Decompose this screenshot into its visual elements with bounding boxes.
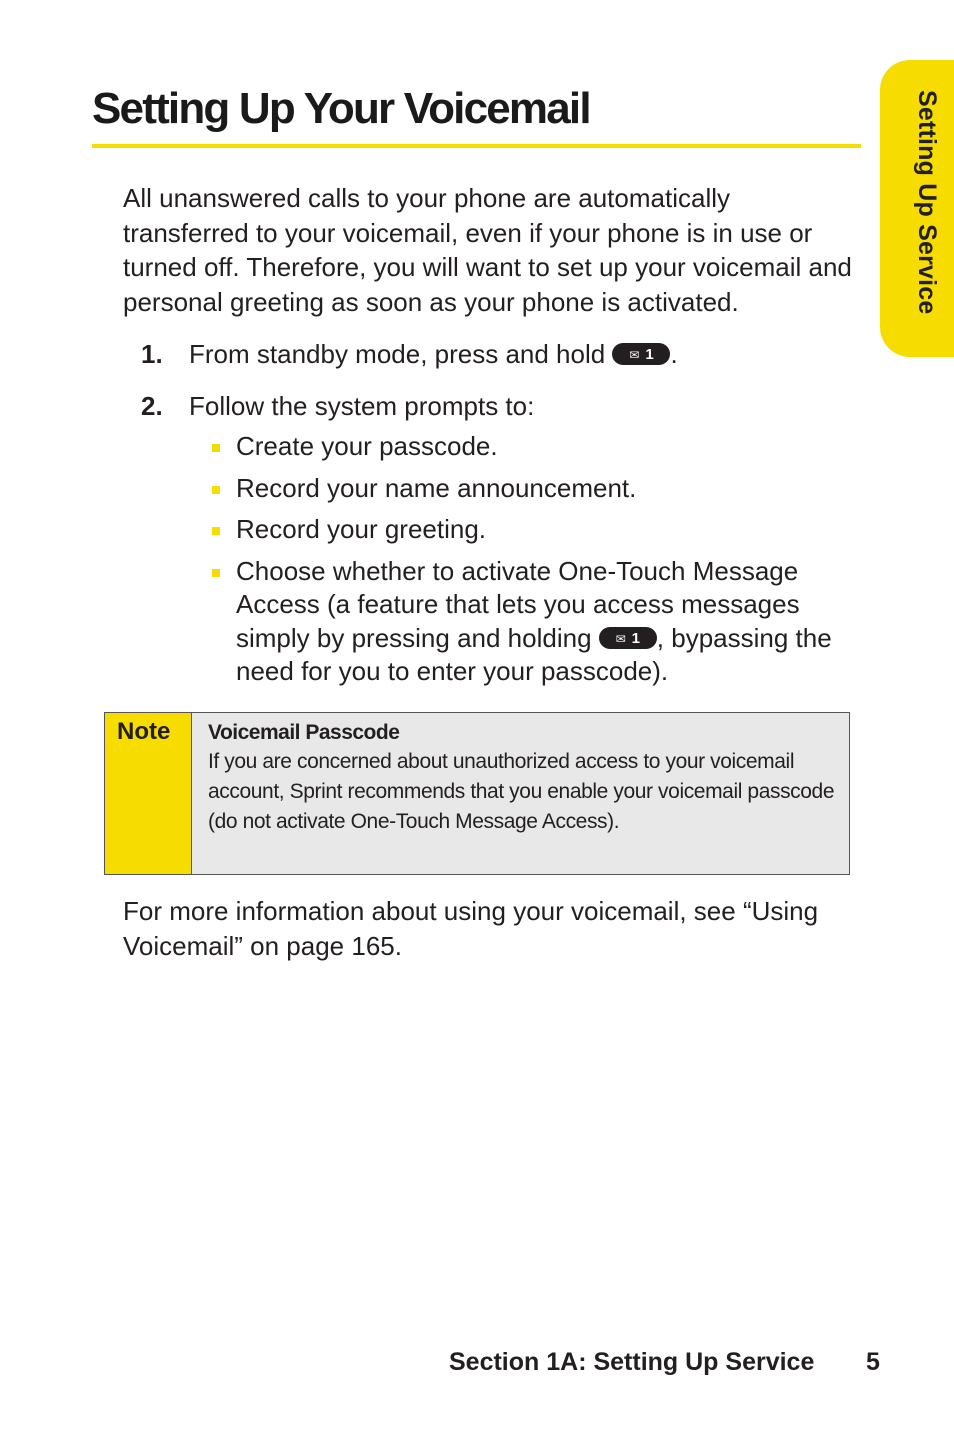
list-item (236, 513, 856, 547)
note-tag (105, 713, 192, 874)
note-box (104, 712, 850, 875)
page-number: 5 (866, 1348, 880, 1376)
voicemail-key (612, 343, 670, 365)
key-label: 1 (645, 346, 654, 364)
envelope-icon: ✉ (615, 631, 626, 646)
bullet-square (212, 527, 220, 535)
envelope-icon: ✉ (629, 348, 640, 363)
page-title: Setting Up Your Voicemail (92, 84, 590, 133)
voicemail-key (599, 627, 657, 649)
title-rule (92, 144, 861, 148)
intro-paragraph: All unanswered calls to your phone are automatically transferred to your voicemail, even if your phone is in use or turned off. Therefore, you will want to set up your voicemail and personal greeting as soon as your phone is activated. (123, 183, 852, 317)
bullet-square (212, 444, 220, 452)
step-text-before: From standby mode, press and hold (189, 339, 606, 369)
step-number: 2. (141, 391, 163, 421)
step-text (189, 337, 678, 371)
closing-paragraph: For more information about using your voicemail, see “Using Voicemail” on page 165. (123, 896, 819, 961)
list-item-text: Record your name announcement. (236, 472, 637, 503)
step-text: Follow the system prompts to: (189, 391, 535, 421)
note-body (208, 718, 838, 837)
list-item-text: Create your passcode. (236, 431, 498, 461)
list-item-text-after: , bypassing the need for you to enter your passcode). (236, 622, 832, 686)
list-item (236, 472, 856, 506)
note-text: If you are concerned about unauthorized access to your voicemail account, Sprint recommends that you enable your voicemail passcode (do not activate One-Touch Message Access). (208, 750, 835, 833)
step-text-after: . (670, 339, 678, 369)
list-item-text-before: Choose whether to activate One-Touch Message Access (a feature that lets you access messages simply by pressing and holding (236, 555, 800, 653)
side-tab-label: Setting Up Service (913, 90, 941, 315)
prompt-list (236, 430, 856, 697)
section-side-tab (880, 60, 954, 357)
list-item-text: Record your greeting. (236, 514, 487, 544)
note-heading: Voicemail Passcode (208, 721, 400, 744)
note-tag-label: Note (117, 718, 171, 745)
step-number: 1. (141, 339, 163, 369)
bullet-square (212, 486, 220, 494)
list-item (236, 430, 856, 464)
key-label: 1 (631, 629, 640, 647)
footer-section-title: Section 1A: Setting Up Service (449, 1348, 815, 1376)
bullet-square (212, 569, 220, 577)
list-item (236, 555, 856, 689)
